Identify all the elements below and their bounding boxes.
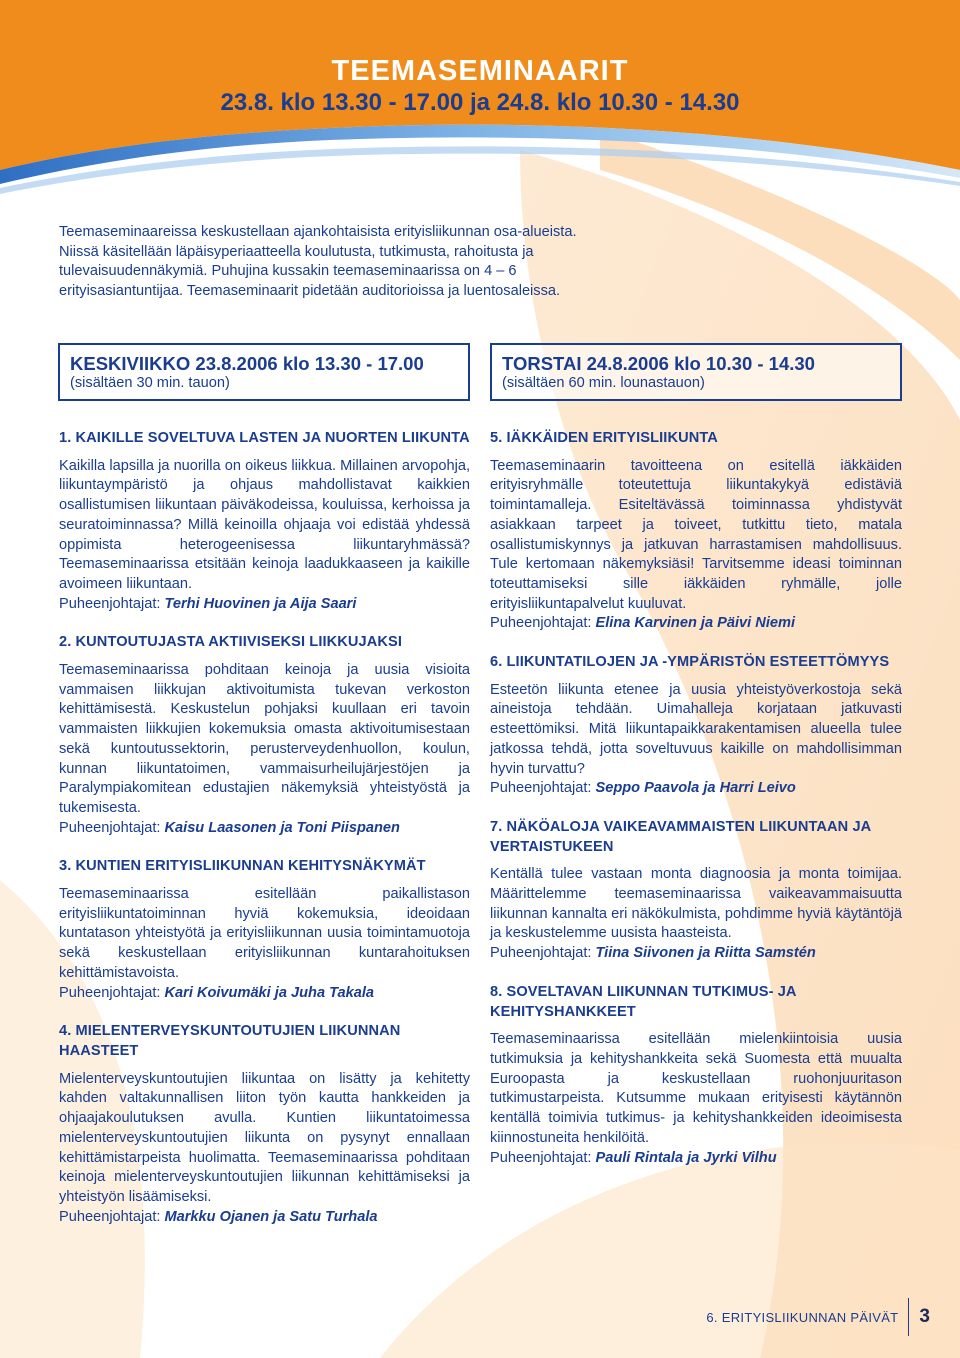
seminar-chairs	[490, 1149, 902, 1169]
seminar-description: Esteetön liikunta etenee ja uusia yhteistyöverkostoja sekä aineistoja tehdään. Uimahalleja korjataan jatkuvasti esteettömiksi. Mitä liikuntapaikkarakentamisen alueella tulee jatkossa tehdä, jotta soveltuvuus kaikille on mahdollisimman hyvin turvattu?	[490, 681, 902, 777]
page-footer	[706, 1298, 930, 1336]
seminar-heading: 5. IÄKKÄIDEN ERITYISLIIKUNTA	[490, 430, 718, 446]
day-box-subtitle: (sisältäen 60 min. lounastauon)	[502, 375, 705, 391]
page-number: 3	[919, 1306, 930, 1327]
chairs-label: Puheenjohtajat:	[490, 1149, 596, 1166]
page-title: TEEMASEMINAARIT	[331, 55, 629, 87]
chairs-names: Markku Ojanen ja Satu Turhala	[164, 1208, 378, 1225]
chairs-names: Seppo Paavola ja Harri Leivo	[595, 780, 796, 797]
seminar-chairs	[59, 1208, 470, 1228]
chairs-label: Puheenjohtajat:	[59, 1208, 165, 1225]
seminar-chairs	[59, 595, 470, 615]
seminar-section-8	[490, 983, 902, 1168]
seminar-section-4	[59, 1022, 470, 1227]
seminar-heading: 2. KUNTOUTUJASTA AKTIIVISEKSI LIIKKUJAKSI	[59, 634, 403, 651]
event-dates: 23.8. klo 13.30 - 17.00 ja 24.8. klo 10.30 - 14.30	[220, 89, 740, 116]
chairs-names: Pauli Rintala ja Jyrki Vilhu	[595, 1149, 777, 1166]
day-box-title: TORSTAI 24.8.2006 klo 10.30 - 14.30	[502, 353, 815, 374]
page-header	[0, 56, 960, 117]
seminar-description: Mielenterveyskuntoutujien liikuntaa on lisätty ja kehitetty kahden valtakunnallisen liiton työn kautta hankkeiden ja ohjaajakoulutuksen avulla. Kuntien liikuntatoimessa mielenterveyskuntoutujien liikunta on pysynyt ennallaan kehittämistarpeista huolimatta. Teemaseminaarissa pohditaan keinoja mielenterveyskuntoutujien liikunnan kehittämiseksi ja yhteistyön lisäämiseksi.	[59, 1070, 470, 1205]
chairs-names: Terhi Huovinen ja Aija Saari	[164, 595, 357, 612]
seminar-heading: 6. LIIKUNTATILOJEN JA -YMPÄRISTÖN ESTEETTÖMYYS	[490, 654, 890, 671]
seminar-heading: 1. KAIKILLE SOVELTUVA LASTEN JA NUORTEN LIIKUNTA	[59, 430, 470, 446]
day-box-wednesday	[58, 343, 470, 401]
seminar-description: Teemaseminaarissa esitellään paikallistason erityisliikuntatoiminnan hyviä kokemuksia, ideoidaan kuntatason yhteistyötä ja erityisliikunnan uusia toimintamuotoja sekä keskustellaan erityisliikunnan kuntarahoituksen kehittämistavoista.	[59, 886, 470, 981]
seminar-description: Teemaseminaarissa pohditaan keinoja ja uusia visioita vammaisen liikkujan aktivoitumista tukevan verkoston kehittämisestä. Keskustelun pohjaksi kuullaan eri tavoin vammaisten liikkujien kokemuksia omasta aktivoitumisestaan sekä kuntoutussektorin, perusterveydenhuollon, koulun, kunnan liikuntatoimen, vammaisurheilujärjestöjen ja Paralympiakomitean edustajien näkemyksiä yhteistyöstä ja tukemisesta.	[59, 662, 470, 816]
day-box-subtitle: (sisältäen 30 min. tauon)	[70, 375, 230, 391]
seminar-chairs	[490, 614, 902, 634]
chairs-label: Puheenjohtajat:	[59, 595, 165, 612]
chairs-label: Puheenjohtajat:	[59, 819, 165, 836]
chairs-names: Kari Koivumäki ja Juha Takala	[164, 984, 375, 1001]
seminar-chairs	[59, 984, 470, 1004]
footer-divider	[908, 1298, 909, 1336]
day-box-title: KESKIVIIKKO 23.8.2006 klo 13.30 - 17.00	[70, 353, 424, 374]
seminar-description: Kaikilla lapsilla ja nuorilla on oikeus liikkua. Millainen arvopohja, liikuntaympäristö ja ohjaus mahdollistavat kaikkien osallistumisen liikuntaan päiväkodeissa, kouluissa, kerhoissa ja seuratoiminnassa? Millä keinoilla ohjaaja voi edistää yhdessä oppimista heterogeenisessa liikuntaryhmässä? Teemaseminaarissa etsitään keinoja laadukkaaseen ja kaikille avoimeen liikuntaan.	[59, 457, 470, 592]
seminar-heading: 7. NÄKÖALOJA VAIKEAVAMMAISTEN LIIKUNTAAN JA VERTAISTUKEEN	[490, 818, 871, 855]
seminar-section-7	[490, 818, 902, 964]
seminar-section-5	[490, 429, 902, 634]
chairs-label: Puheenjohtajat:	[490, 780, 596, 797]
chairs-names: Tiina Siivonen ja Riitta Samstén	[595, 945, 816, 962]
intro-paragraph: Teemaseminaareissa keskustellaan ajankohtaisista erityisliikunnan osa-alueista. Niissä käsitellään läpäisyperiaatteella koulutusta, tutkimusta, rahoitusta ja tulevaisuudennäkymiä. Puhujina kussakin teemaseminaarissa on 4 – 6 erityisasiantuntijaa. Teemaseminaarit pidetään auditorioissa ja luentosaleissa.	[59, 224, 577, 300]
seminar-description: Teemaseminaarin tavoitteena on esitellä iäkkäiden erityisryhmälle toteutettuja liikuntakykyä edistäviä toimintamalleja. Esiteltävässä toiminnassa yhdistyvät asiakkaan tarpeet ja toiveet, tutkittu tieto, matala osallistumiskynnys ja jatkuvan harrastamisen mahdollisuus. Tule kertomaan näkemyksiäsi! Tarvitsemme ideasi toiminnan toteuttamiseksi sille iäkkäiden ryhmälle, jolle erityisliikuntapalvelut kuuluvat.	[490, 457, 902, 612]
left-column	[59, 429, 470, 1246]
seminar-heading: 4. MIELENTERVEYSKUNTOUTUJIEN LIIKUNNAN HAASTEET	[59, 1023, 401, 1059]
chairs-names: Kaisu Laasonen ja Toni Piispanen	[164, 819, 400, 836]
chairs-label: Puheenjohtajat:	[59, 984, 165, 1001]
seminar-chairs	[490, 944, 902, 964]
seminar-section-6	[490, 653, 902, 799]
seminar-heading: 8. SOVELTAVAN LIIKUNNAN TUTKIMUS- JA KEHITYSHANKKEET	[490, 983, 797, 1020]
seminar-section-2	[59, 633, 470, 838]
seminar-heading: 3. KUNTIEN ERITYISLIIKUNNAN KEHITYSNÄKYMÄT	[59, 858, 426, 875]
seminar-section-1	[59, 429, 470, 614]
chairs-label: Puheenjohtajat:	[490, 945, 596, 962]
seminar-chairs	[490, 779, 902, 799]
seminar-description: Teemaseminaarissa esitellään mielenkiintoisia uusia tutkimuksia ja kehityshankkeita sekä Suomesta että muualta Euroopasta ja keskustellaan ruohonjuuritason tutkimustarpeista. Kutsumme mukaan erityisesti käytännön kentällä toimivia tutkimus- ja kehityshankkeiden ideoimisesta kiinnostuneita henkilöitä.	[490, 1031, 902, 1146]
seminar-description: Kentällä tulee vastaan monta diagnoosia ja monta toimijaa. Määrittelemme teemaseminaarissa vaikeavammaisuutta liikunnan kannalta eri näkökulmista, pohdimme hyviä käytäntöjä ja keskustelemme uusista haasteista.	[490, 866, 902, 942]
right-column	[490, 429, 902, 1187]
chairs-label: Puheenjohtajat:	[490, 615, 596, 632]
seminar-chairs	[59, 819, 470, 839]
footer-event-name: 6. ERITYISLIIKUNNAN PÄIVÄT	[706, 1309, 899, 1325]
seminar-section-3	[59, 857, 470, 1003]
chairs-names: Elina Karvinen ja Päivi Niemi	[595, 615, 796, 632]
day-box-thursday	[490, 343, 902, 401]
